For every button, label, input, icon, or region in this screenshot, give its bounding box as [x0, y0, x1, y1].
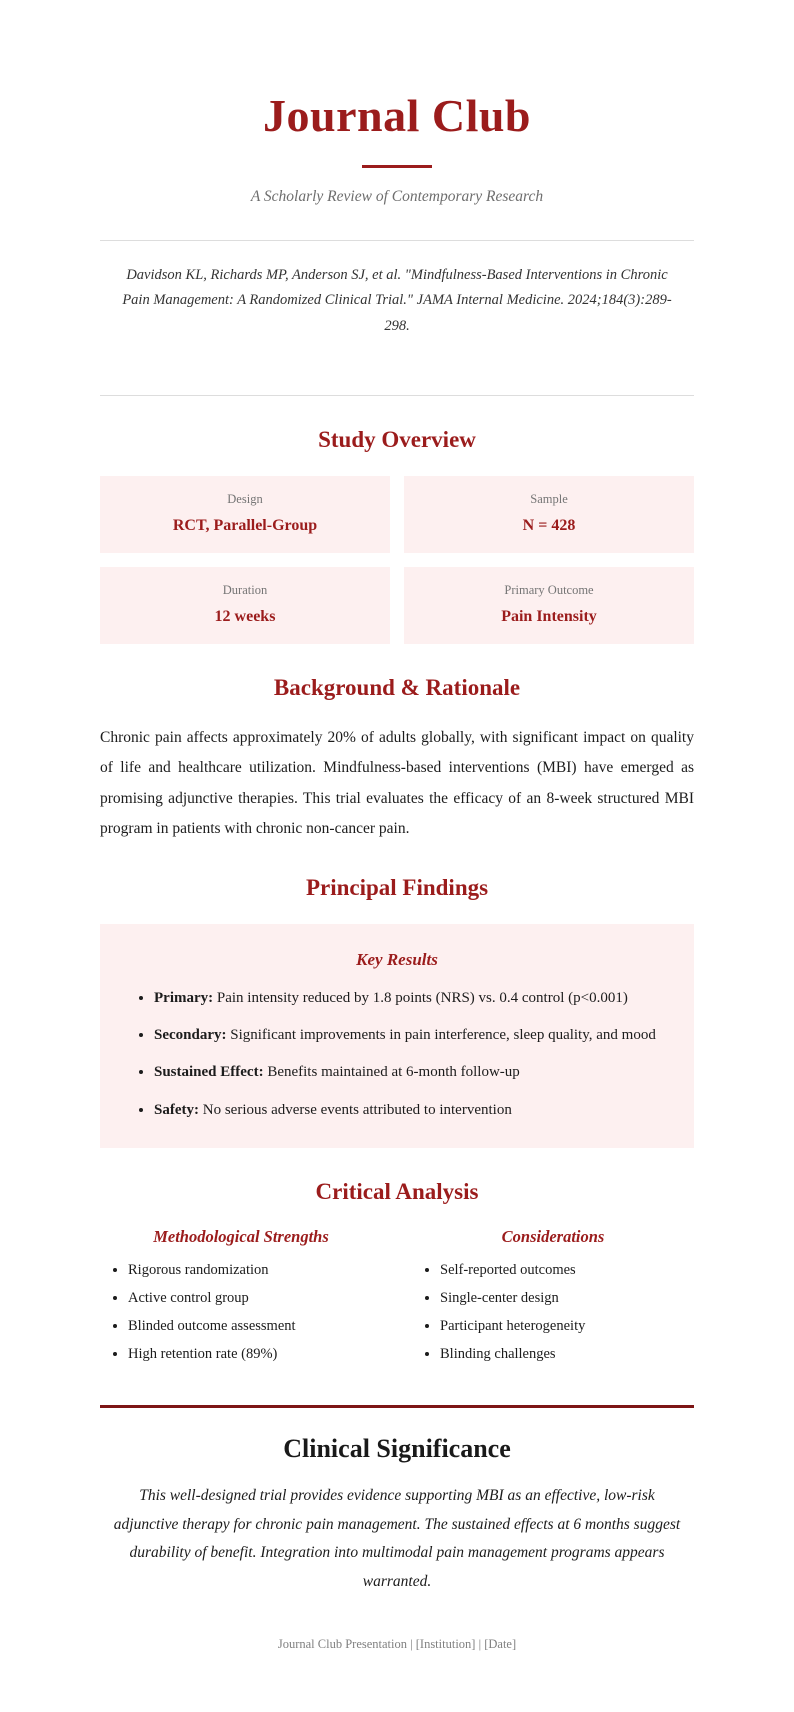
analysis-column-considerations	[412, 1227, 694, 1372]
critical-analysis-grid	[100, 1227, 694, 1372]
section-heading-clinical-significance: Clinical Significance	[283, 1433, 511, 1463]
strengths-list	[100, 1261, 382, 1363]
key-result-text: Pain intensity reduced by 1.8 points (NRS) vs. 0.4 control (p<0.001)	[213, 989, 628, 1006]
divider-above-clinical-significance	[100, 1405, 694, 1408]
background-paragraph: Chronic pain affects approximately 20% of adults globally, with significant impact on quality of life and healthcare utilization. Mindfulness-based interventions (MBI) have emerged as promising adjunctive therapies. This trial evaluates the efficacy of an 8-week structured MBI program in patients with chronic non-cancer pain.	[100, 729, 694, 837]
list-item: • Self-reported outcomes	[440, 1261, 694, 1280]
list-item	[154, 1060, 666, 1084]
section-heading-critical-analysis: Critical Analysis	[315, 1178, 479, 1204]
list-item: • Blinded outcome assessment	[128, 1317, 382, 1336]
key-result-label: Sustained Effect:	[154, 1064, 264, 1081]
list-item	[154, 1023, 666, 1047]
page-footer: Journal Club Presentation | [Institution] | [Date]	[277, 1636, 517, 1651]
key-result-label: Primary:	[154, 989, 214, 1006]
masthead	[100, 90, 694, 206]
overview-card-label: Design	[227, 491, 263, 506]
overview-card-design	[100, 476, 390, 553]
considerations-list	[412, 1261, 694, 1363]
analysis-column-title: Methodological Strengths	[153, 1227, 329, 1247]
overview-card-label: Duration	[222, 582, 268, 597]
page-title: Journal Club	[262, 90, 532, 141]
overview-card-sample	[404, 476, 694, 553]
key-results-title: Key Results	[356, 949, 438, 969]
list-item	[154, 1098, 666, 1122]
list-item	[154, 986, 666, 1010]
key-result-text: Significant improvements in pain interference, sleep quality, and mood	[226, 1026, 656, 1043]
overview-card-primary-outcome	[404, 567, 694, 644]
key-result-label: Safety:	[154, 1101, 199, 1118]
analysis-column-strengths	[100, 1227, 382, 1372]
overview-card-duration	[100, 567, 390, 644]
key-result-text: Benefits maintained at 6-month follow-up	[263, 1064, 520, 1081]
overview-card-value: RCT, Parallel-Group	[172, 516, 318, 534]
overview-card-value: Pain Intensity	[501, 607, 597, 625]
title-divider-rule	[362, 165, 432, 168]
list-item: • Rigorous randomization	[128, 1261, 382, 1280]
section-heading-background: Background & Rationale	[273, 674, 521, 700]
overview-card-value: N = 428	[522, 516, 576, 534]
list-item: • Blinding challenges	[440, 1345, 694, 1364]
analysis-column-title: Considerations	[501, 1227, 605, 1247]
overview-card-label: Sample	[530, 491, 568, 506]
page-subtitle: A Scholarly Review of Contemporary Research	[250, 187, 544, 205]
overview-card-label: Primary Outcome	[504, 582, 594, 597]
list-item: • Participant heterogeneity	[440, 1317, 694, 1336]
study-overview-grid	[100, 476, 694, 644]
divider-below-citation	[100, 395, 694, 396]
key-result-text: No serious adverse events attributed to intervention	[199, 1101, 512, 1118]
key-results-panel	[100, 924, 694, 1148]
key-results-list	[128, 986, 666, 1122]
citation-text: Davidson KL, Richards MP, Anderson SJ, et al. "Mindfulness-Based Interventions in Chronic Pain Management: A Randomized Clinical Trial." JAMA Internal Medicine. 2024;184(3):289-298.	[122, 266, 672, 334]
section-heading-study-overview: Study Overview	[318, 427, 476, 453]
list-item: • Single-center design	[440, 1289, 694, 1308]
clinical-significance-text: This well-designed trial provides evidence supporting MBI as an effective, low-risk adjunctive therapy for chronic pain management. The sustained effects at 6 months suggest durability of benefit. Integration into multimodal pain management programs appears warranted.	[113, 1486, 681, 1590]
key-result-label: Secondary:	[154, 1026, 227, 1043]
list-item: • Active control group	[128, 1289, 382, 1308]
section-heading-principal-findings: Principal Findings	[305, 875, 489, 901]
list-item: • High retention rate (89%)	[128, 1345, 382, 1364]
overview-card-value: 12 weeks	[214, 607, 276, 625]
